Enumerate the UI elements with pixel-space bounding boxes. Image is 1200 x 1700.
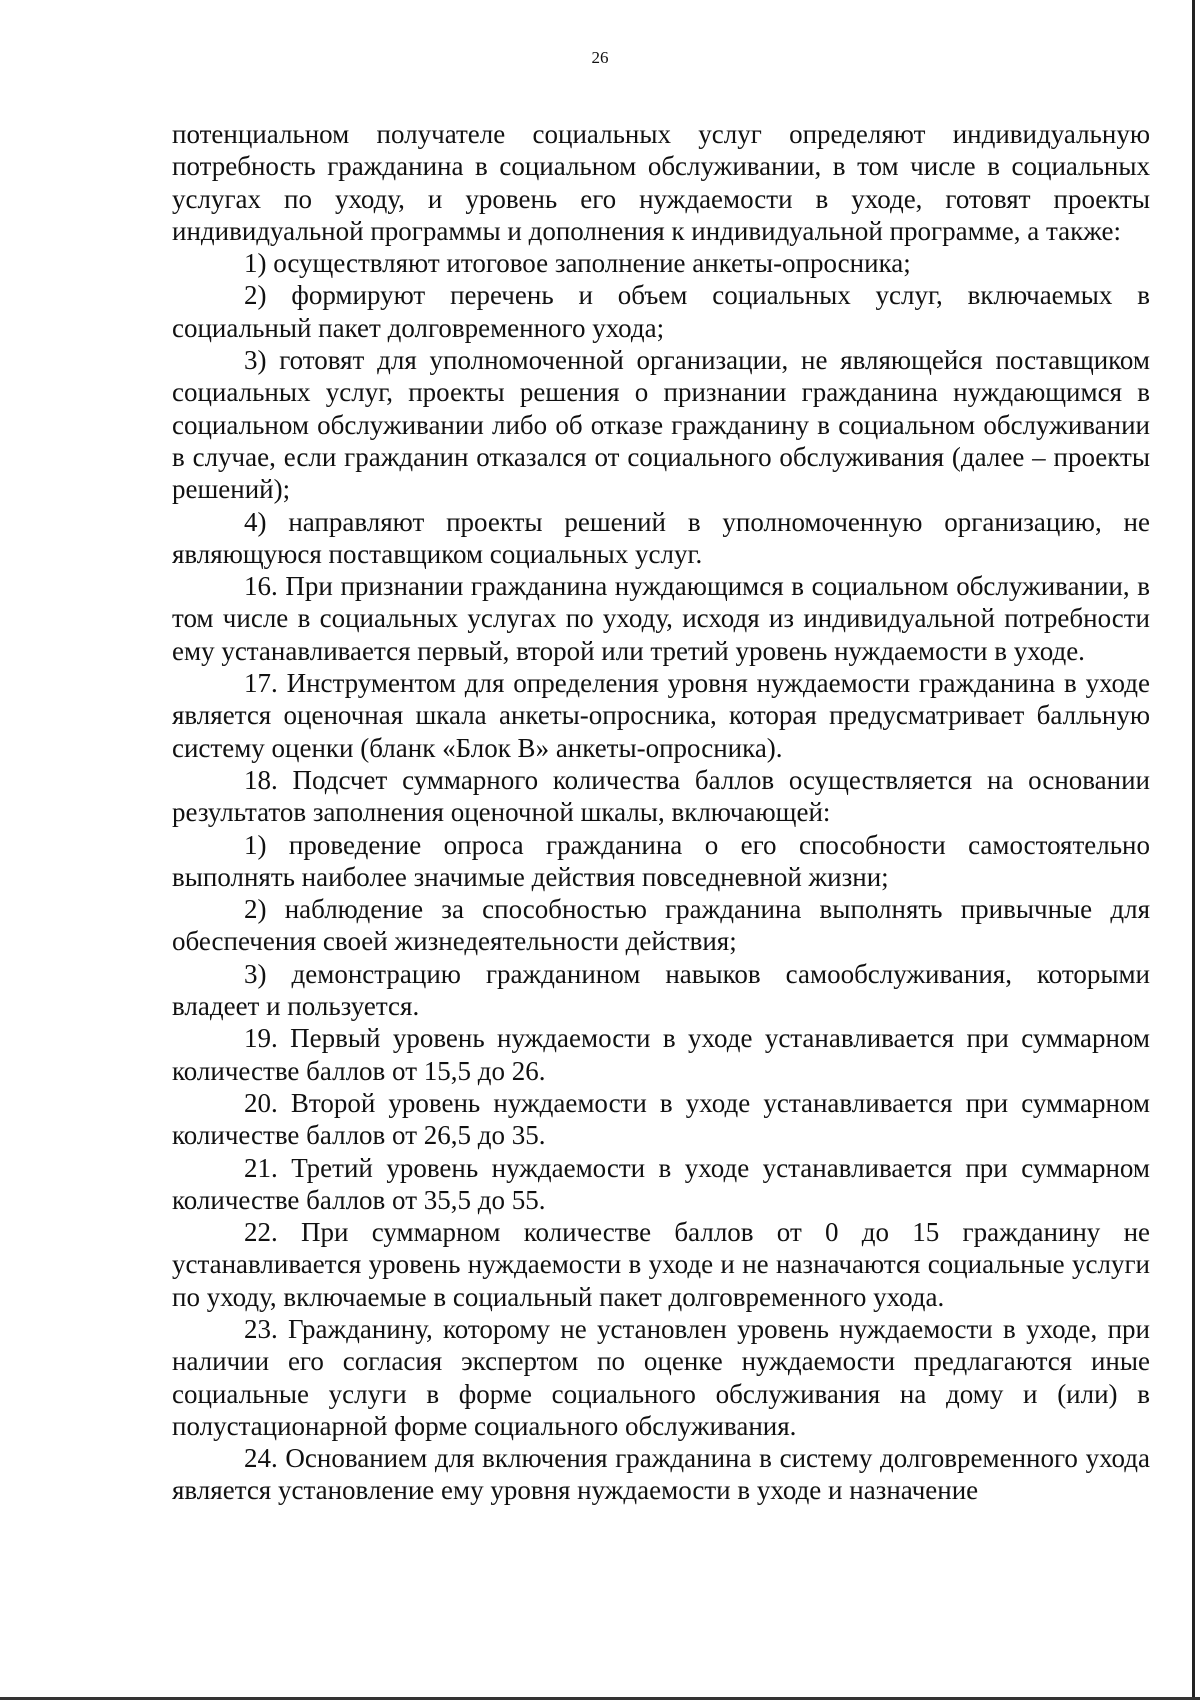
paragraph-21: 21. Третий уровень нуждаемости в уходе устанавливается при суммарном количестве баллов от 35,5 до 55. (172, 1152, 1150, 1215)
paragraph-17: 17. Инструментом для определения уровня нуждаемости гражданина в уходе является оценочная шкала анкеты-опросника, которая предусматривает балльную систему оценки (бланк «Блок В» анкеты-опросника). (172, 668, 1150, 763)
paragraph-item-1: 1) осуществляют итоговое заполнение анкеты-опросника; (244, 248, 911, 279)
paragraph-20: 20. Второй уровень нуждаемости в уходе устанавливается при суммарном количестве баллов от 26,5 до 35. (172, 1087, 1150, 1151)
paragraph-23: 23. Гражданину, которому не установлен уровень нуждаемости в уходе, при наличии его согласия экспертом по оценке нуждаемости предлагаются иные социальные услуги в форме социального обслуживания на дому и (или) в полустационарной форме социального обслуживания. (172, 1313, 1150, 1441)
page-edge-right (1192, 0, 1195, 1700)
paragraph-continuation: потенциальном получателе социальных услуг определяют индивидуальную потребность гражданина в социальном обслуживании, в том числе в социальных услугах по уходу, и уровень его нуждаемости в уходе, готовят проекты индивидуальной программы и дополнения к индивидуальной программе, а также: (172, 119, 1150, 246)
paragraph-16: 16. При признании гражданина нуждающимся в социальном обслуживании, в том числе в социальных услугах по уходу, исходя из индивидуальной потребности ему устанавливается первый, второй или третий уровень нуждаемости в уходе. (172, 571, 1150, 666)
paragraph-18-item-3: 3) демонстрацию гражданином навыков самообслуживания, которыми владеет и пользуется. (172, 958, 1150, 1022)
paragraph-item-4: 4) направляют проекты решений в уполномоченную организацию, не являющуюся поставщиком социальных услуг. (172, 506, 1150, 569)
page-number: 26 (591, 48, 609, 67)
paragraph-22: 22. При суммарном количестве баллов от 0 до 15 гражданину не устанавливается уровень нуждаемости в уходе и не назначаются социальные услуги по уходу, включаемые в социальный пакет долговременного ухода. (172, 1217, 1150, 1312)
paragraph-item-2: 2) формируют перечень и объем социальных услуг, включаемых в социальный пакет долговременного ухода; (172, 280, 1150, 343)
paragraph-item-3: 3) готовят для уполномоченной организации, не являющейся поставщиком социальных услуг, проекты решения о признании гражданина нуждающимся в социальном обслуживании либо об отказе гражданину в социальном обслуживании в случае, если гражданин отказался от социального обслуживания (далее – проекты решений); (172, 345, 1150, 505)
paragraph-18: 18. Подсчет суммарного количества баллов осуществляется на основании результатов заполнения оценочной шкалы, включающей: (172, 764, 1150, 828)
paragraph-24: 24. Основанием для включения гражданина в систему долговременного ухода является установление ему уровня нуждаемости в уходе и назначение (172, 1443, 1150, 1506)
document-body (172, 118, 1150, 1507)
paragraph-18-item-1: 1) проведение опроса гражданина о его способности самостоятельно выполнять наиболее значимые действия повседневной жизни; (172, 829, 1150, 892)
paragraph-18-item-2: 2) наблюдение за способностью гражданина выполнять привычные для обеспечения своей жизнедеятельности действия; (172, 894, 1150, 957)
paragraph-19: 19. Первый уровень нуждаемости в уходе устанавливается при суммарном количестве баллов от 15,5 до 26. (172, 1023, 1150, 1086)
